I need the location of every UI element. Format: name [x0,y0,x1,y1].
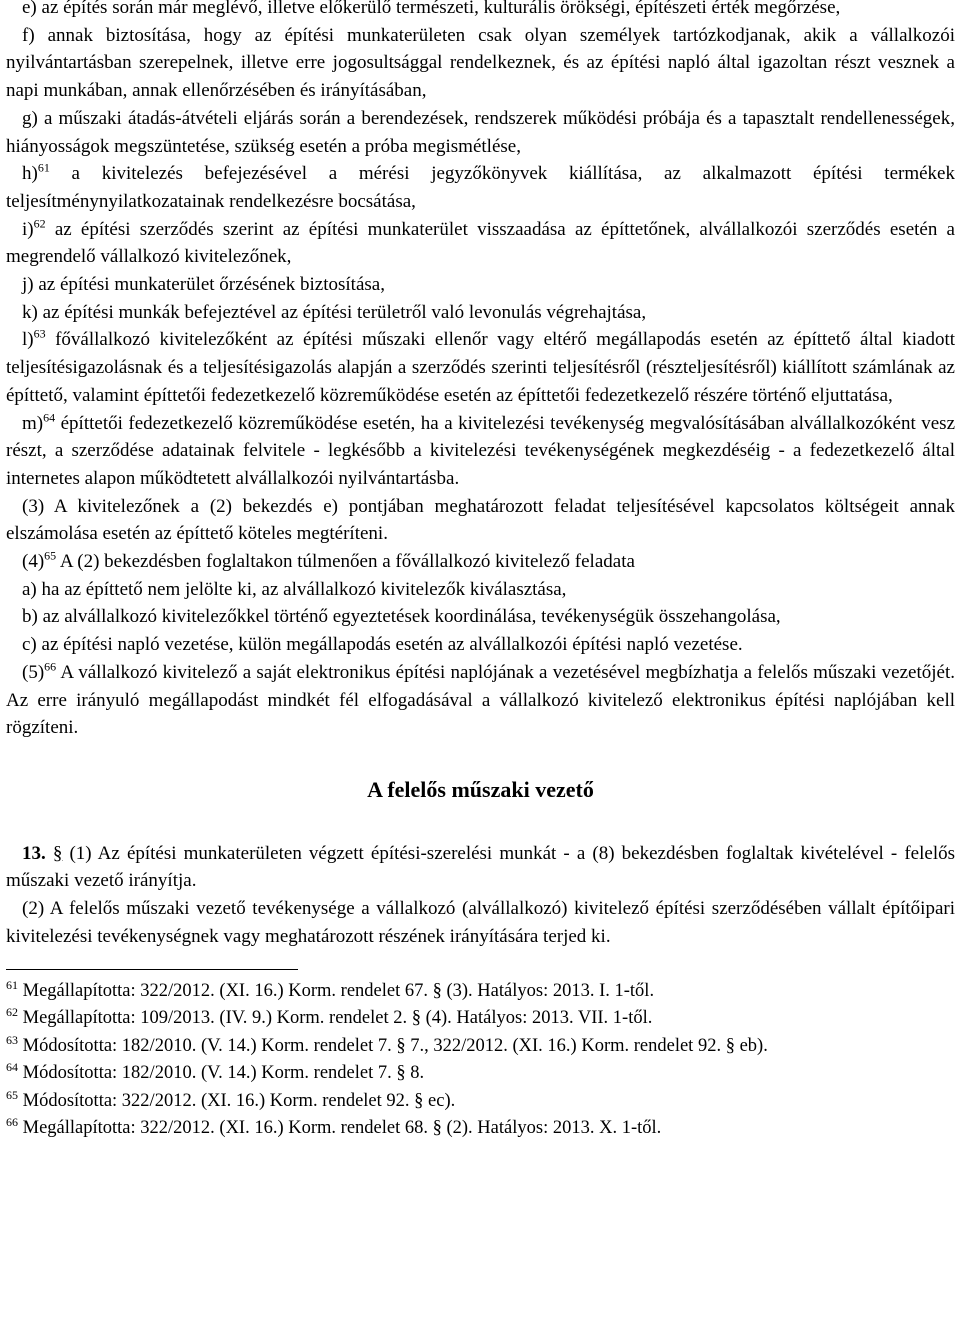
footnotes [6,978,955,1144]
footnote-number: 65 [6,1087,18,1102]
paragraph-4-item-b: b) az alvállalkozó kivitelezőkkel történő egyeztetések koordinálása, tevékenységük összehangolása, [22,606,781,628]
paragraph-4 [6,548,955,576]
item-i [6,216,955,271]
footnote-number: 66 [6,1115,18,1130]
footnote-text: Módosította: 182/2010. (V. 14.) Korm. rendelet 7. § 8. [18,1063,425,1084]
footnote-ref[interactable]: 61 [37,160,50,175]
section-number: 13. [22,842,46,864]
item-g: g) a műszaki átadás-átvételi eljárás során a berendezések, rendszerek működési próbája és a tapasztalt rendellenességek, hiányosságok megszüntetése, szükség esetén a próba megismétlése, [6,107,955,157]
paragraph-label: (4) [22,551,45,573]
paragraph-4-item-a: a) ha az építtető nem jelölte ki, az alvállalkozó kivitelezők kiválasztása, [22,578,567,600]
paragraph-label: (5) [22,661,45,683]
footnote-text: Módosította: 182/2010. (V. 14.) Korm. rendelet 7. § 7., 322/2012. (XI. 16.) Korm. rendelet 92. § eb). [18,1035,768,1056]
item-label: h) [22,163,38,185]
footnote-ref[interactable]: 62 [33,216,46,231]
footnote [6,1115,955,1143]
footnote [6,1060,955,1088]
paragraph-text: A (2) bekezdésben foglaltakon túlmenően a fővállalkozó kivitelező feladata [56,551,635,573]
footnote-number: 64 [6,1060,18,1075]
item-m [6,410,955,493]
item-text: fővállalkozó kivitelezőként az építési műszaki ellenőr vagy eltérő megállapodás esetén az építtető által kiadott teljesítésigazolásnak és a teljesítésigazolás alapján a szerződés szerinti teljesítésről (részteljesítésről) kiállított számlának az építtető, valamint építtetői fedezetkezelő közreműködése esetén az építtetői fedezetkezelő részére történő eljuttatása, [6,329,955,406]
section-sign-link[interactable]: § [52,842,63,864]
footnote [6,978,955,1006]
footnote-number: 61 [6,977,18,992]
paragraph-4-item-c: c) az építési napló vezetése, külön megállapodás esetén az alvállalkozói építési napló vezetése. [22,634,743,656]
paragraph-text: (1) Az építési munkaterületen végzett építési-szerelési munkát - a (8) bekezdésben foglaltak kivételével - felelős műszaki vezető irányítja. [6,842,955,892]
item-text: a kivitelezés befejezésével a mérési jegyzőkönyvek kiállítása, az alkalmazott építési termékek teljesítménynyilatkozatainak rendelkezésre bocsátása, [6,163,955,212]
item-label: m) [22,412,44,434]
item-k: k) az építési munkák befejeztével az építési területről való levonulás végrehajtása, [22,301,647,323]
item-h [6,160,955,215]
footnote-ref[interactable]: 64 [43,410,56,425]
footnote-text: Megállapította: 322/2012. (XI. 16.) Korm. rendelet 67. § (3). Hatályos: 2013. I. 1-től. [18,980,655,1001]
footnote-text: Megállapította: 322/2012. (XI. 16.) Korm. rendelet 68. § (2). Hatályos: 2013. X. 1-től. [18,1118,662,1139]
footnote-ref[interactable]: 65 [44,548,57,563]
item-label: i) [22,218,34,240]
footnote [6,1005,955,1033]
paragraph-3: (3) A kivitelezőnek a (2) bekezdés e) pontjában meghatározott feladat teljesítésével kapcsolatos költségeit annak elszámolása esetén az építtető köteles megtéríteni. [6,495,955,545]
item-j: j) az építési munkaterület őrzésének biztosítása, [22,274,385,296]
item-l [6,326,955,409]
item-text: építtetői fedezetkezelő közreműködése esetén, ha a kivitelezési tevékenység megvalósításában alvállalkozóként vesz részt, a szerződése adatainak felvitele - legkésőbb a kivitelezési tevékenységének megkezdéséig - a fedezetkezelő által internetes alapon működtetett alvállalkozói nyilvántartásba. [6,412,955,489]
section-13-paragraph-2: (2) A felelős műszaki vezető tevékenysége a vállalkozó (alvállalkozó) kivitelező építési szerződésében vállalt építőipari kivitelezési tevékenységnek vagy meghatározott részének irányítására terjed ki. [6,898,955,947]
section-13-paragraph-1 [6,840,955,895]
footnote-ref[interactable]: 66 [44,659,57,674]
footnote-text: Módosította: 322/2012. (XI. 16.) Korm. rendelet 92. § ec). [18,1090,456,1111]
paragraph-text: A vállalkozó kivitelező a saját elektronikus építési naplójának a vezetésével megbízhatja a felelős műszaki vezetőjét. Az erre irányuló megállapodást mindkét fél elfogadásával a vállalkozó kivitelező elektronikus építési naplójában kell rögzíteni. [6,661,955,739]
footnote-divider [6,969,298,970]
item-f: f) annak biztosítása, hogy az építési munkaterületen csak olyan személyek tartózkodjanak, akik a vállalkozói nyilvántartásban szerepelnek, illetve erre jogosultsággal rendelkeznek, és az építési napló által igazoltan részt vesznek a napi munkában, annak ellenőrzésében és irányításában, [6,24,955,102]
item-e: e) az építés során már meglévő, illetve előkerülő természeti, kulturális örökségi, építészeti érték megőrzése, [22,0,841,18]
footnote-number: 62 [6,1004,18,1019]
footnote [6,1088,955,1116]
footnote [6,1033,955,1061]
footnote-number: 63 [6,1032,18,1047]
footnote-text: Megállapította: 109/2013. (IV. 9.) Korm. rendelet 2. § (4). Hatályos: 2013. VII. 1-től. [18,1008,653,1029]
paragraph-5 [6,659,955,742]
item-label: l) [22,329,34,351]
item-text: az építési szerződés szerint az építési munkaterület visszaadása az építtetőnek, alvállalkozói szerződés esetén a megrendelő vállalkozó kivitelezőnek, [6,218,955,268]
footnote-ref[interactable]: 63 [33,327,46,342]
section-heading: A felelős műszaki vezető [367,776,594,802]
